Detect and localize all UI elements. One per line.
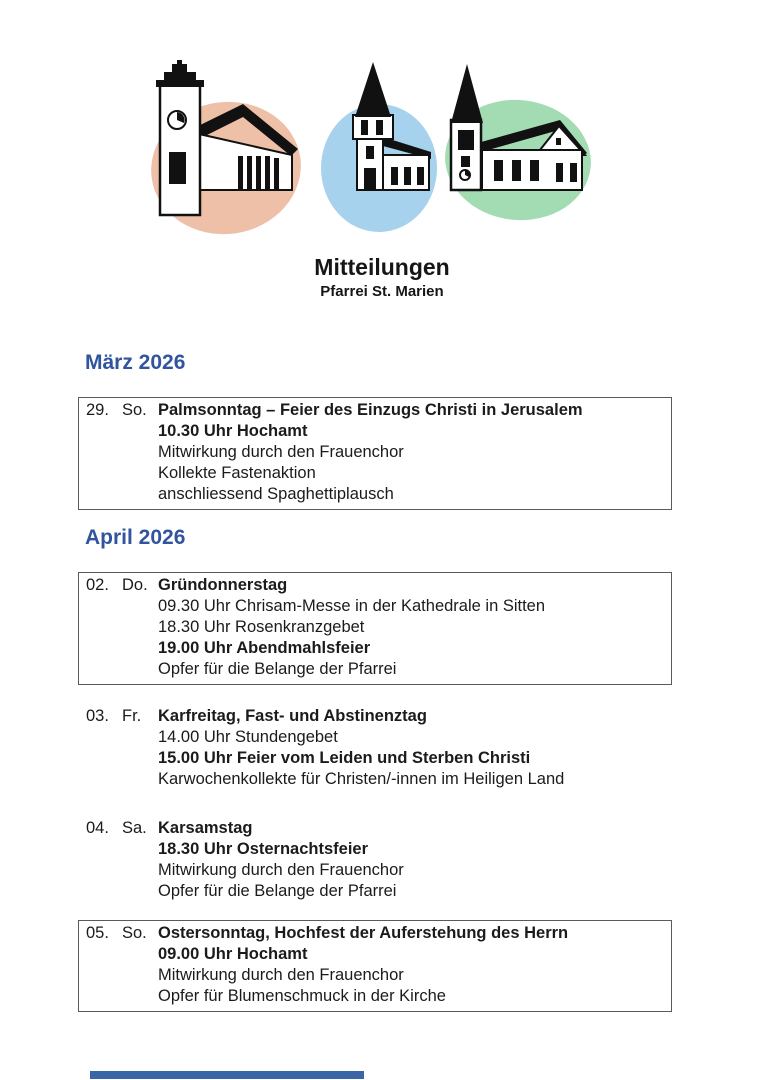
event-line: 10.30 Uhr Hochamt — [158, 422, 308, 440]
event-entry — [78, 703, 672, 793]
church-illustration-right — [439, 64, 597, 227]
event-details — [158, 706, 664, 790]
event-entry — [78, 920, 672, 1012]
event-day: Fr. — [122, 707, 142, 725]
event-day: Sa. — [122, 819, 147, 837]
event-line: Gründonnerstag — [158, 576, 288, 594]
event-line: Karwochenkollekte für Christen/-innen im Heiligen Land — [158, 770, 565, 788]
event-details — [158, 575, 663, 680]
event-date: 02. — [86, 576, 109, 594]
event-day: So. — [122, 401, 147, 419]
event-details — [158, 400, 663, 505]
event-date: 04. — [86, 819, 109, 837]
event-line: Karsamstag — [158, 819, 253, 837]
event-details — [158, 923, 663, 1007]
event-line: Mitwirkung durch den Frauenchor — [158, 966, 404, 984]
event-line: Kollekte Fastenaktion — [158, 464, 316, 482]
footer-accent-bar — [90, 1071, 364, 1079]
event-line: 19.00 Uhr Abendmahlsfeier — [158, 639, 371, 657]
event-day: Do. — [122, 576, 148, 594]
entries-april — [0, 550, 764, 1012]
event-line: Palmsonntag – Feier des Einzugs Christi in Jerusalem — [158, 401, 583, 419]
event-line: Opfer für Blumenschmuck in der Kirche — [158, 987, 446, 1005]
event-line: 15.00 Uhr Feier vom Leiden und Sterben Christi — [158, 749, 531, 767]
event-line: Opfer für die Belange der Pfarrei — [158, 660, 397, 678]
event-date: 05. — [86, 924, 109, 942]
event-line: anschliessend Spaghettiplausch — [158, 485, 394, 503]
event-day: So. — [122, 924, 147, 942]
church-illustration-left — [146, 60, 309, 240]
page-title: Mitteilungen — [314, 254, 450, 280]
event-date: 29. — [86, 401, 109, 419]
header-illustration — [146, 60, 626, 240]
month-heading-maerz: März 2026 — [85, 351, 186, 374]
event-entry — [78, 397, 672, 510]
event-entry — [78, 815, 672, 905]
event-line: Opfer für die Belange der Pfarrei — [158, 882, 397, 900]
event-line: Ostersonntag, Hochfest der Auferstehung des Herrn — [158, 924, 569, 942]
event-line: 09.30 Uhr Chrisam-Messe in der Kathedrale in Sitten — [158, 597, 546, 615]
month-heading-april: April 2026 — [85, 526, 186, 549]
page-subtitle: Pfarrei St. Marien — [320, 283, 444, 300]
event-line: 09.00 Uhr Hochamt — [158, 945, 308, 963]
schedule — [0, 351, 764, 1012]
event-date: 03. — [86, 707, 109, 725]
event-line: 14.00 Uhr Stundengebet — [158, 728, 338, 746]
event-line: 18.30 Uhr Osternachtsfeier — [158, 840, 369, 858]
event-line: Karfreitag, Fast- und Abstinenztag — [158, 707, 427, 725]
event-line: Mitwirkung durch den Frauenchor — [158, 861, 404, 879]
entries-maerz — [0, 375, 764, 510]
event-line: 18.30 Uhr Rosenkranzgebet — [158, 618, 365, 636]
church-illustration-middle — [321, 62, 437, 232]
event-details — [158, 818, 664, 902]
event-entry — [78, 572, 672, 685]
event-line: Mitwirkung durch den Frauenchor — [158, 443, 404, 461]
